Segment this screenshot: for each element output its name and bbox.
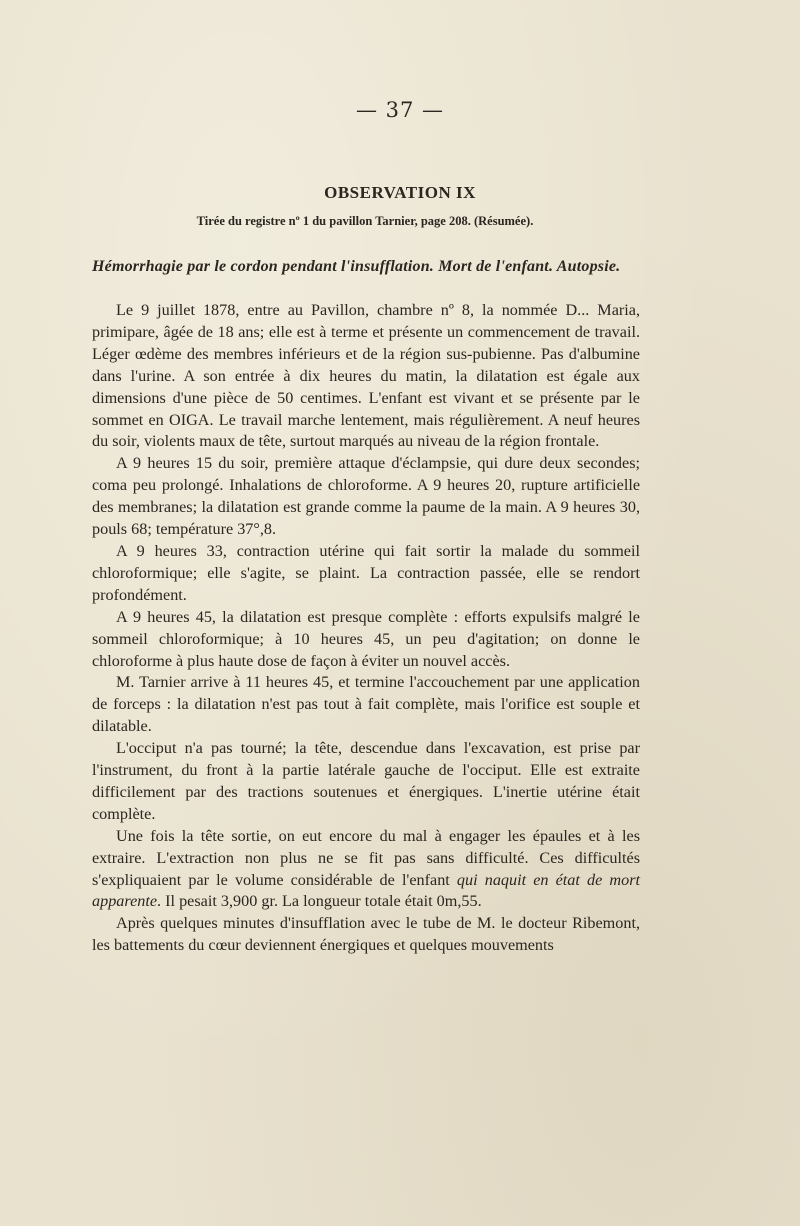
paragraph: Après quelques minutes d'insufflation avec le tube de M. le docteur Ribemont, les battements du cœur deviennent énergiques et quelques mouvements (92, 914, 640, 955)
paragraph: A 9 heures 33, contraction utérine qui fait sortir la malade du sommeil chloroformique; elle s'agite, se plaint. La contraction passée, elle se rendort profondément. (92, 541, 640, 604)
paragraph-text: Une fois la tête sortie, on eut encore du mal à engager les épaules et à les extraire. L'extraction non plus ne se fit pas sans difficulté. Ces difficultés s'expliquaient par le volume considérable de l'enfant (92, 826, 640, 889)
observation-subtitle: Hémorrhagie par le cordon pendant l'insufflation. Mort de l'enfant. Autopsie. (92, 258, 621, 275)
paragraph-text: . Il pesait 3,900 gr. La longueur totale était 0m,55. (157, 892, 482, 911)
source-note: Tirée du registre nº 1 du pavillon Tarnier, page 208. (Résumée). (196, 214, 534, 228)
paragraph: M. Tarnier arrive à 11 heures 45, et termine l'accouchement par une application de forceps : la dilatation n'est pas tout à fait complète, mais l'orifice est souple et dilatable. (92, 673, 640, 736)
paragraph: L'occiput n'a pas tourné; la tête, descendue dans l'excavation, est prise par l'instrument, du front à la partie latérale gauche de l'occiput. Elle est extraite difficilement par des tractions soutenues et énergiques. L'inertie utérine était complète. (92, 739, 640, 823)
page-number: — 37 — (355, 98, 445, 122)
body-text (92, 300, 640, 957)
paragraph: A 9 heures 45, la dilatation est presque complète : efforts expulsifs malgré le sommeil chloroformique; à 10 heures 45, un peu d'agitation; on donne le chloroforme à plus haute dose de façon à éviter un nouvel accès. (92, 607, 640, 670)
italic-phrase: qui naquit en état de mort apparente (92, 870, 640, 911)
paragraph (92, 826, 640, 914)
paragraph: Le 9 juillet 1878, entre au Pavillon, chambre nº 8, la nommée D... Maria, primipare, âgée de 18 ans; elle est à terme et présente un commencement de travail. Léger œdème des membres inférieurs et de la région sus-pubienne. Pas d'albumine dans l'urine. A son entrée à dix heures du matin, la dilatation est égale aux dimensions d'une pièce de 50 centimes. L'enfant est vivant et se présente par le sommet en OIGA. Le travail marche lentement, mais régulièrement. A neuf heures du soir, violents maux de tête, surtout marqués au niveau de la région frontale. (92, 301, 640, 451)
observation-title: OBSERVATION IX (324, 183, 476, 202)
paragraph: A 9 heures 15 du soir, première attaque d'éclampsie, qui dure deux secondes; coma peu prolongé. Inhalations de chloroforme. A 9 heures 20, rupture artificielle des membranes; la dilatation est grande comme la paume de la main. A 9 heures 30, pouls 68; température 37°,8. (92, 454, 640, 539)
